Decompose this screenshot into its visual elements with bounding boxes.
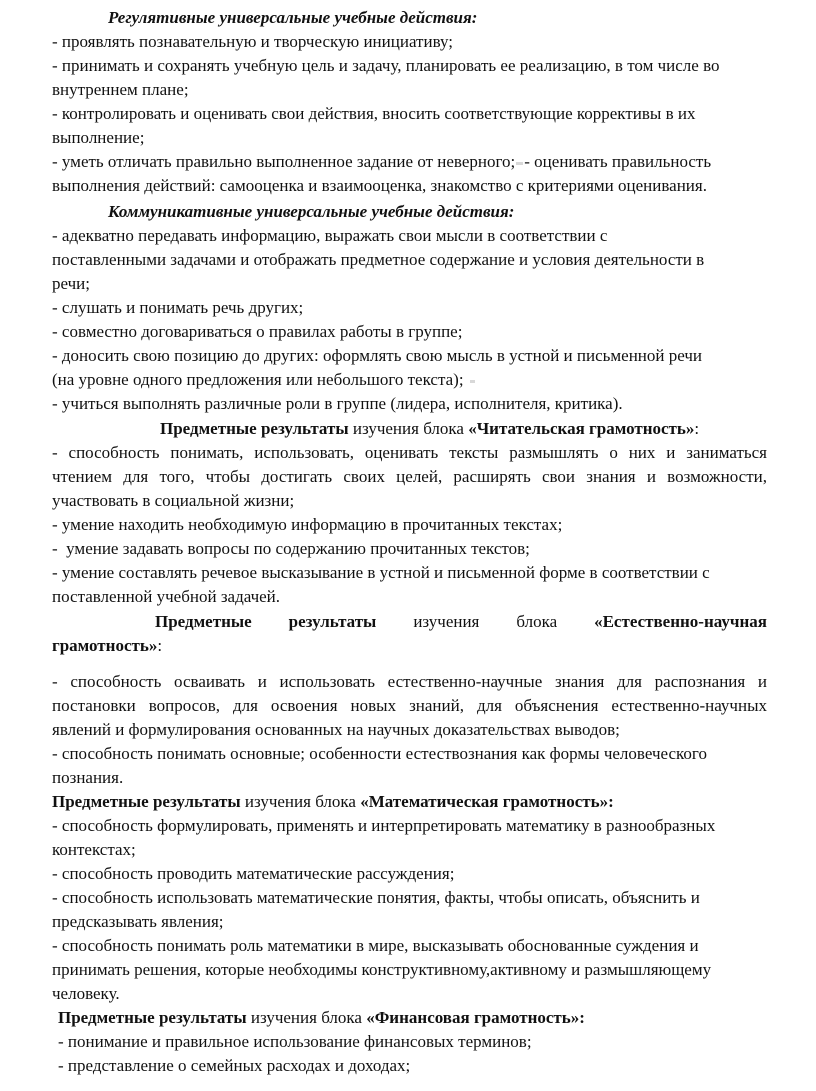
text-line: речи; xyxy=(52,274,90,293)
text-line: чтением для того, чтобы достигать своих целей, расширять свои знания и возможности, xyxy=(52,467,767,486)
heading-word: изучения xyxy=(413,612,480,631)
text-line: - представление о семейных расходах и доходах; xyxy=(58,1056,411,1075)
heading-plain: : xyxy=(157,636,163,655)
text-line: человеку. xyxy=(52,984,120,1003)
highlight-mark xyxy=(516,162,523,165)
text-line: - умение составлять речевое высказывание в устной и письменной форме в соответствии с xyxy=(52,563,710,582)
heading-plain: : xyxy=(694,419,700,438)
section-heading-finance xyxy=(58,1006,585,1030)
text-line: - способность понимать основные; особенности естествознания как формы человеческого xyxy=(52,744,707,763)
section-heading-science-cont xyxy=(52,634,162,658)
text-line: - способность проводить математические рассуждения; xyxy=(52,864,455,883)
heading-bold: «Читательская грамотность» xyxy=(468,419,695,438)
text-line: - совместно договариваться о правилах работы в группе; xyxy=(52,322,463,341)
text-line: - способность осваивать и использовать естественно-научные знания для распознания и xyxy=(52,672,767,691)
text-line: выполнения действий: самооценка и взаимооценка, знакомство с критериями оценивания. xyxy=(52,176,707,195)
text-line: - умение находить необходимую информацию в прочитанных текстах; xyxy=(52,515,563,534)
text-fragment: - уметь отличать правильно выполненное задание от неверного; xyxy=(52,152,516,171)
text-line: выполнение; xyxy=(52,128,145,147)
section-heading-science xyxy=(155,610,767,634)
heading-bold: Предметные результаты xyxy=(52,792,241,811)
text-line: - доносить свою позицию до других: оформлять свою мысль в устной и письменной речи xyxy=(52,346,703,365)
heading-word: блока xyxy=(516,612,558,631)
text-line: - понимание и правильное использование финансовых терминов; xyxy=(58,1032,532,1051)
heading-bold: Предметные результаты xyxy=(58,1008,247,1027)
heading-bold: Предметные результаты xyxy=(160,419,349,438)
text-line: - контролировать и оценивать свои действия, вносить соответствующие коррективы в их xyxy=(52,104,696,123)
text-line: принимать решения, которые необходимы конструктивному,активному и размышляющему xyxy=(52,960,712,979)
text-line: - способность понимать роль математики в мире, высказывать обоснованные суждения и xyxy=(52,936,699,955)
heading-word: результаты xyxy=(288,612,377,631)
highlight-mark xyxy=(470,380,475,383)
heading-plain: изучения блока xyxy=(246,1008,367,1027)
text-line: - учиться выполнять различные роли в группе (лидера, исполнителя, критика). xyxy=(52,394,623,413)
heading-plain: изучения блока xyxy=(348,419,469,438)
text-line: - способность использовать математические понятия, факты, чтобы описать, объяснить и xyxy=(52,888,700,907)
heading-bold: «Финансовая грамотность»: xyxy=(366,1008,585,1027)
heading-bold: «Математическая грамотность»: xyxy=(360,792,614,811)
text-fragment: (на уровне одного предложения или небольшого текста); xyxy=(52,370,464,389)
text-line: поставленной учебной задачей. xyxy=(52,587,281,606)
text-line xyxy=(52,150,711,174)
text-line: познания. xyxy=(52,768,124,787)
text-line: - адекватно передавать информацию, выражать свои мысли в соответствии с xyxy=(52,226,608,245)
heading-bold: грамотность» xyxy=(52,636,158,655)
text-line: - способность понимать, использовать, оценивать тексты размышлять о них и заниматься xyxy=(52,443,767,462)
text-line: - проявлять познавательную и творческую инициативу; xyxy=(52,32,454,51)
section-heading-communicative: Коммуникативные универсальные учебные действия: xyxy=(108,202,515,221)
section-heading-math xyxy=(52,790,614,814)
text-line xyxy=(52,368,476,392)
text-line: участвовать в социальной жизни; xyxy=(52,491,295,510)
text-line: предсказывать явления; xyxy=(52,912,224,931)
heading-plain: изучения блока xyxy=(240,792,361,811)
text-line: явлений и формулирования основанных на научных доказательствах выводов; xyxy=(52,720,620,739)
text-line: внутреннем плане; xyxy=(52,80,189,99)
heading-word: Предметные xyxy=(155,612,252,631)
text-line: контекстах; xyxy=(52,840,136,859)
text-line: - способность формулировать, применять и интерпретировать математику в разнообразных xyxy=(52,816,716,835)
text-line: - принимать и сохранять учебную цель и задачу, планировать ее реализацию, в том числе во xyxy=(52,56,720,75)
text-line: поставленными задачами и отображать предметное содержание и условия деятельности в xyxy=(52,250,705,269)
text-line: - умение задавать вопросы по содержанию прочитанных текстов; xyxy=(52,539,530,558)
section-heading-regulatory: Регулятивные универсальные учебные действия: xyxy=(108,8,478,27)
text-fragment: - оценивать правильность xyxy=(524,152,712,171)
heading-word: «Естественно-научная xyxy=(594,612,767,631)
section-heading-reading xyxy=(160,417,699,441)
text-line: постановки вопросов, для освоения новых знаний, для объяснения естественно-научных xyxy=(52,696,767,715)
text-line: - слушать и понимать речь других; xyxy=(52,298,304,317)
